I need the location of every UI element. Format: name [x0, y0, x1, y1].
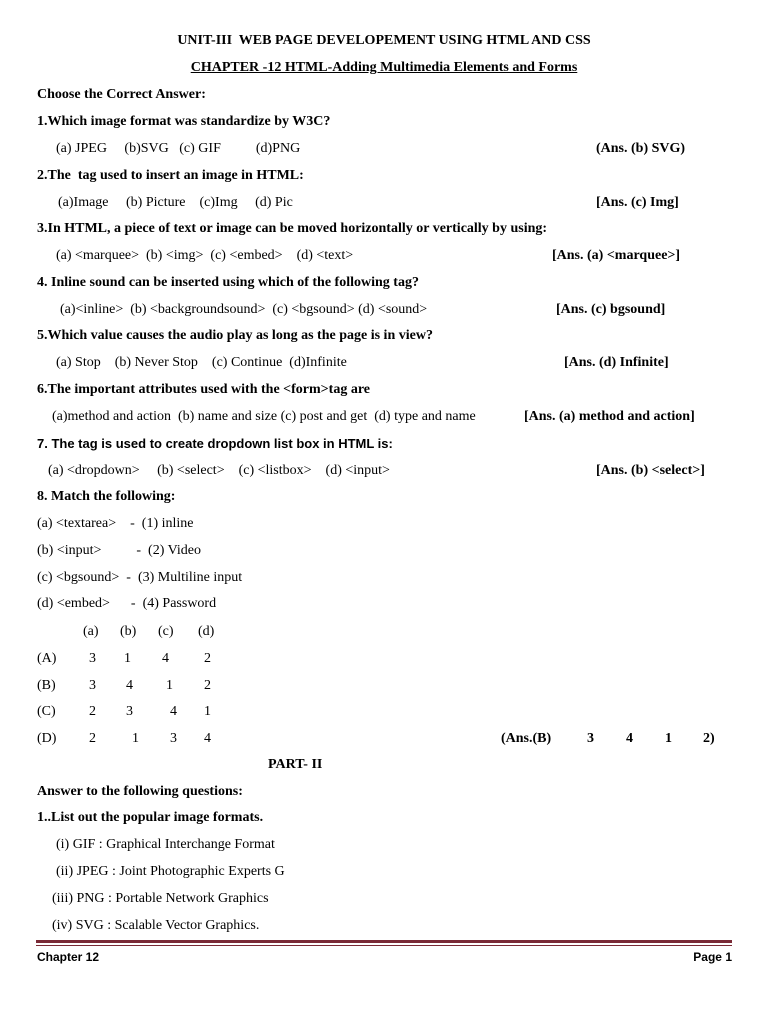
match-cell: 4: [170, 704, 177, 719]
answer-1: (Ans. (b) SVG): [596, 141, 686, 156]
answer-4: [Ans. (c) bgsound]: [556, 302, 666, 317]
match-col-b: (b): [120, 624, 137, 639]
match-row-label: (B): [37, 678, 56, 693]
options-1: (a) JPEG (b)SVG (c) GIF (d)PNG: [56, 141, 301, 156]
question-6: 6.The important attributes used with the <form>tag are: [37, 382, 370, 397]
question-7: 7. The tag is used to create dropdown list box in HTML is:: [37, 436, 393, 451]
match-cell: 3: [89, 678, 96, 693]
format-item: (iv) SVG : Scalable Vector Graphics.: [52, 918, 260, 933]
question-5: 5.Which value causes the audio play as long as the page is in view?: [37, 328, 433, 343]
match-pair-d: (d) <embed> - (4) Password: [37, 596, 217, 611]
options-4: (a)<inline> (b) <backgroundsound> (c) <bgsound> (d) <sound>: [60, 302, 428, 317]
match-col-a: (a): [83, 624, 99, 639]
match-answer-value: 2): [703, 731, 715, 746]
match-col-c: (c): [158, 624, 174, 639]
options-7: (a) <dropdown> (b) <select> (c) <listbox> (d) <input>: [48, 463, 390, 478]
match-cell: 2: [89, 704, 96, 719]
match-cell: 3: [170, 731, 177, 746]
match-cell: 1: [132, 731, 139, 746]
match-row-label: (D): [37, 731, 57, 746]
unit-title: UNIT-III WEB PAGE DEVELOPEMENT USING HTML AND CSS: [177, 33, 591, 48]
match-row-label: (C): [37, 704, 56, 719]
match-cell: 3: [89, 651, 96, 666]
answer-5: [Ans. (d) Infinite]: [564, 355, 669, 370]
match-cell: 2: [204, 651, 211, 666]
match-cell: 3: [126, 704, 133, 719]
footer-rule-thin: [36, 945, 732, 946]
options-6: (a)method and action (b) name and size (c) post and get (d) type and name: [52, 409, 476, 424]
match-col-d: (d): [198, 624, 215, 639]
match-cell: 1: [166, 678, 173, 693]
match-cell: 1: [124, 651, 131, 666]
part2-title: PART- II: [268, 757, 323, 772]
question-2: 2.The tag used to insert an image in HTML:: [37, 168, 304, 183]
match-cell: 4: [126, 678, 133, 693]
answer-3: [Ans. (a) <marquee>]: [552, 248, 681, 263]
part2-question-1: 1..List out the popular image formats.: [37, 810, 264, 825]
footer-rule: [36, 940, 732, 943]
format-item: (iii) PNG : Portable Network Graphics: [52, 891, 269, 906]
question-4: 4. Inline sound can be inserted using which of the following tag?: [37, 275, 419, 290]
match-answer-label: (Ans.(B): [501, 731, 552, 746]
match-pair-a: (a) <textarea> - (1) inline: [37, 516, 194, 531]
options-3: (a) <marquee> (b) <img> (c) <embed> (d) <text>: [56, 248, 354, 263]
match-cell: 2: [89, 731, 96, 746]
format-item: (i) GIF : Graphical Interchange Format: [56, 837, 275, 852]
match-cell: 2: [204, 678, 211, 693]
options-5: (a) Stop (b) Never Stop (c) Continue (d)Infinite: [56, 355, 347, 370]
match-answer-value: 4: [626, 731, 633, 746]
match-cell: 4: [162, 651, 169, 666]
match-answer-value: 3: [587, 731, 594, 746]
format-item: (ii) JPEG : Joint Photographic Experts G: [56, 864, 285, 879]
answer-2: [Ans. (c) Img]: [596, 195, 679, 210]
chapter-title: CHAPTER -12 HTML-Adding Multimedia Elements and Forms: [190, 60, 578, 75]
match-row-label: (A): [37, 651, 57, 666]
question-8: 8. Match the following:: [37, 489, 176, 504]
question-3: 3.In HTML, a piece of text or image can be moved horizontally or vertically by using:: [37, 221, 548, 236]
answer-6: [Ans. (a) method and action]: [524, 409, 695, 424]
match-pair-c: (c) <bgsound> - (3) Multiline input: [37, 570, 243, 585]
options-2: (a)Image (b) Picture (c)Img (d) Pic: [58, 195, 293, 210]
footer-page-number: Page 1: [693, 950, 732, 964]
part2-heading: Answer to the following questions:: [37, 784, 243, 799]
part1-heading: Choose the Correct Answer:: [37, 87, 206, 102]
match-cell: 1: [204, 704, 211, 719]
match-cell: 4: [204, 731, 211, 746]
question-1: 1.Which image format was standardize by W3C?: [37, 114, 331, 129]
answer-7: [Ans. (b) <select>]: [596, 463, 705, 478]
footer-chapter: Chapter 12: [37, 950, 100, 964]
match-pair-b: (b) <input> - (2) Video: [37, 543, 202, 558]
match-answer-value: 1: [665, 731, 672, 746]
